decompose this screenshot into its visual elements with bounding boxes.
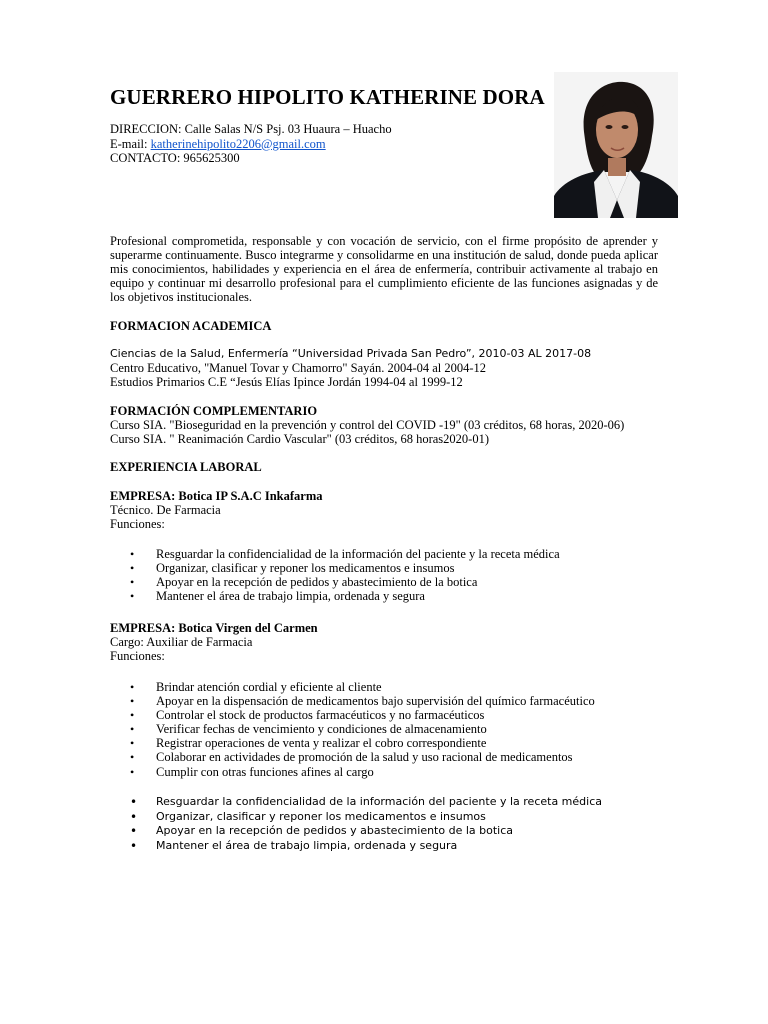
company-name: EMPRESA: Botica IP S.A.C Inkafarma	[110, 489, 323, 503]
job-1	[110, 489, 670, 532]
list-item: • Organizar, clasificar y reponer los medicamentos e insumos	[130, 810, 690, 825]
list-item: • Mantener el área de trabajo limpia, ordenada y segura	[130, 589, 690, 603]
section-heading: EXPERIENCIA LABORAL	[110, 460, 262, 474]
email-line	[110, 137, 392, 152]
candidate-name: GUERRERO HIPOLITO KATHERINE DORA	[110, 85, 545, 109]
list-item: • Verificar fechas de vencimiento y condiciones de almacenamiento	[130, 722, 690, 736]
list-item: • Apoyar en la recepción de pedidos y abastecimiento de la botica	[130, 824, 690, 839]
complementary-section	[110, 404, 670, 447]
job-2-extra-functions	[130, 795, 690, 853]
education-item: Centro Educativo, "Manuel Tovar y Chamorro" Sayán. 2004-04 al 2004-12	[110, 361, 487, 376]
contact-block	[110, 122, 392, 166]
address-line: DIRECCION: Calle Salas N/S Psj. 03 Huaura – Huacho	[110, 122, 392, 136]
email-label: E-mail:	[110, 136, 151, 151]
experience-heading	[110, 460, 670, 474]
company-name: EMPRESA: Botica Virgen del Carmen	[110, 621, 318, 635]
education-heading	[110, 319, 670, 333]
list-item: • Mantener el área de trabajo limpia, ordenada y segura	[130, 839, 690, 854]
job-1-functions	[130, 547, 690, 603]
job-2-functions	[130, 680, 690, 779]
education-item: Ciencias de la Salud, Enfermería “Universidad Privada San Pedro”, 2010-03 AL 2017-08	[110, 347, 592, 360]
section-heading: FORMACIÓN COMPLEMENTARIO	[110, 404, 318, 418]
list-item: • Apoyar en la dispensación de medicamentos bajo supervisión del químico farmacéutico	[130, 694, 690, 708]
email-link[interactable]: katherinehipolito2206@gmail.com	[150, 136, 326, 151]
job-2	[110, 621, 670, 664]
list-item: • Organizar, clasificar y reponer los medicamentos e insumos	[130, 561, 690, 575]
profile-photo	[554, 72, 678, 218]
professional-summary: Profesional comprometida, responsable y con vocación de servicio, con el firme propósito de aprender y superarme continuamente. Busco integrarme y consolidarme en una institución de salud, donde pueda aplicar mis conocimientos, habilidades y experiencia en el área de enfermería, contribuir activamente al trabajo en equipo y continuar mi desarrollo profesional para el cumplimiento eficiente de las funciones asignadas y de los objetivos institucionales.	[110, 234, 658, 305]
section-heading: FORMACION ACADEMICA	[110, 319, 272, 333]
list-item: • Resguardar la confidencialidad de la información del paciente y la receta médica	[130, 795, 690, 810]
list-item: • Controlar el stock de productos farmacéuticos y no farmacéuticos	[130, 708, 690, 722]
list-item: • Apoyar en la recepción de pedidos y abastecimiento de la botica	[130, 575, 690, 589]
education-list	[110, 347, 670, 390]
course-item: Curso SIA. " Reanimación Cardio Vascular" (03 créditos, 68 horas2020-01)	[110, 432, 489, 447]
list-item: • Registrar operaciones de venta y realizar el cobro correspondiente	[130, 736, 690, 750]
list-item: • Resguardar la confidencialidad de la información del paciente y la receta médica	[130, 547, 690, 561]
list-item: • Brindar atención cordial y eficiente al cliente	[130, 680, 690, 694]
functions-label: Funciones:	[110, 649, 165, 664]
course-item: Curso SIA. "Bioseguridad en la prevención y control del COVID -19" (03 créditos, 68 horas, 2020-06)	[110, 418, 625, 433]
education-item: Estudios Primarios C.E “Jesús Elías Ipince Jordán 1994-04 al 1999-12	[110, 375, 463, 390]
job-role: Cargo: Auxiliar de Farmacia	[110, 635, 253, 650]
job-role: Técnico. De Farmacia	[110, 503, 221, 518]
list-item: • Colaborar en actividades de promoción de la salud y uso racional de medicamentos	[130, 750, 690, 764]
functions-label: Funciones:	[110, 517, 165, 532]
list-item: • Cumplir con otras funciones afines al cargo	[130, 765, 690, 779]
phone-line: CONTACTO: 965625300	[110, 151, 240, 165]
